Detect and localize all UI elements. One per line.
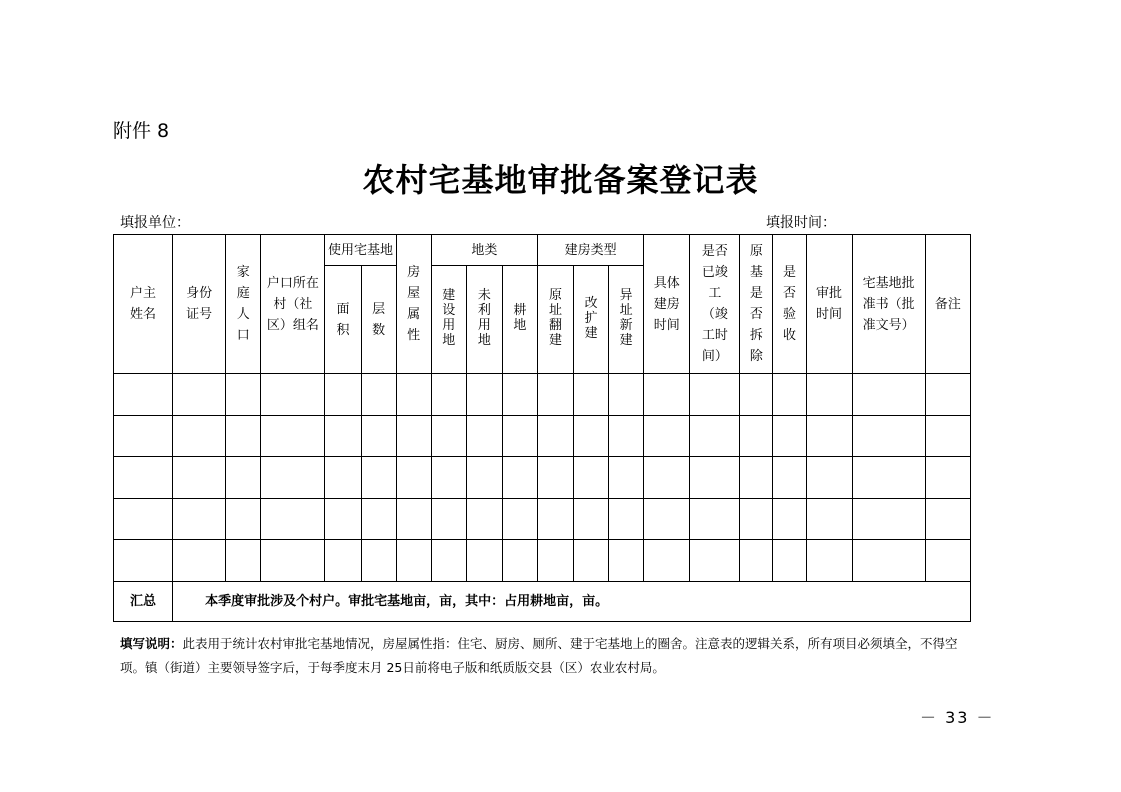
table-cell[interactable]	[466, 498, 502, 540]
table-cell[interactable]	[431, 415, 466, 457]
table-cell[interactable]	[396, 457, 431, 499]
table-cell[interactable]	[740, 457, 773, 499]
table-cell[interactable]	[226, 374, 261, 416]
table-cell[interactable]	[925, 540, 970, 582]
header-hukou-village: 户口所在村（社区）组名	[261, 235, 325, 374]
table-cell[interactable]	[226, 415, 261, 457]
page-title: 农村宅基地审批备案登记表	[362, 161, 759, 199]
table-cell[interactable]	[502, 498, 537, 540]
header-accepted: 是否验收	[773, 235, 806, 374]
header-new-site-build: 异址新建	[609, 266, 644, 374]
table-cell[interactable]	[466, 457, 502, 499]
table-cell[interactable]	[396, 415, 431, 457]
table-cell[interactable]	[361, 498, 396, 540]
table-cell[interactable]	[537, 415, 573, 457]
table-cell[interactable]	[537, 498, 573, 540]
table-cell[interactable]	[609, 374, 644, 416]
table-cell[interactable]	[925, 498, 970, 540]
table-cell[interactable]	[226, 498, 261, 540]
table-cell[interactable]	[644, 374, 690, 416]
header-approval-time: 审批时间	[806, 235, 852, 374]
table-cell[interactable]	[852, 457, 925, 499]
table-cell[interactable]	[773, 415, 806, 457]
table-cell[interactable]	[740, 498, 773, 540]
table-cell[interactable]	[502, 374, 537, 416]
table-cell[interactable]	[925, 374, 970, 416]
table-cell[interactable]	[574, 415, 609, 457]
table-cell[interactable]	[690, 415, 740, 457]
header-owner-name: 户主姓名	[114, 235, 173, 374]
header-construction-land: 建设用地	[431, 266, 466, 374]
table-cell[interactable]	[806, 374, 852, 416]
table-cell[interactable]	[574, 457, 609, 499]
table-cell[interactable]	[173, 415, 226, 457]
table-cell[interactable]	[502, 457, 537, 499]
header-floors: 层数	[361, 266, 396, 374]
table-cell[interactable]	[261, 540, 325, 582]
table-cell[interactable]	[396, 374, 431, 416]
table-row	[114, 457, 971, 499]
table-cell[interactable]	[114, 415, 173, 457]
table-cell[interactable]	[852, 374, 925, 416]
table-cell[interactable]	[925, 457, 970, 499]
header-approval-document: 宅基地批准书（批准文号）	[852, 235, 925, 374]
fill-time-label: 填报时间：	[766, 215, 836, 231]
table-cell[interactable]	[537, 374, 573, 416]
header-build-type-group: 建房类型	[537, 235, 643, 266]
header-family-size: 家庭人口	[226, 235, 261, 374]
note-label: 填写说明：	[120, 636, 183, 651]
header-house-attribute: 房屋属性	[396, 235, 431, 374]
table-cell[interactable]	[466, 415, 502, 457]
table-row	[114, 374, 971, 416]
table-cell[interactable]	[644, 457, 690, 499]
table-cell[interactable]	[325, 374, 361, 416]
table-row	[114, 540, 971, 582]
table-cell[interactable]	[431, 498, 466, 540]
table-cell[interactable]	[431, 457, 466, 499]
table-cell[interactable]	[740, 374, 773, 416]
table-cell[interactable]	[852, 415, 925, 457]
table-row	[114, 415, 971, 457]
table-cell[interactable]	[773, 457, 806, 499]
header-completed: 是否已竣工（竣工时间）	[690, 235, 740, 374]
table-cell[interactable]	[537, 540, 573, 582]
table-cell[interactable]	[261, 498, 325, 540]
table-cell[interactable]	[690, 374, 740, 416]
header-id-number: 身份证号	[173, 235, 226, 374]
registration-table	[113, 234, 971, 622]
attachment-label: 附件 8	[113, 120, 170, 142]
table-cell[interactable]	[609, 415, 644, 457]
table-cell[interactable]	[361, 374, 396, 416]
table-cell[interactable]	[806, 498, 852, 540]
summary-text: 本季度审批涉及个村户。审批宅基地亩，亩，其中：占用耕地亩，亩。	[173, 581, 971, 621]
table-cell[interactable]	[609, 457, 644, 499]
table-cell[interactable]	[806, 415, 852, 457]
table-cell[interactable]	[325, 540, 361, 582]
summary-label: 汇总	[114, 581, 173, 621]
table-cell[interactable]	[644, 498, 690, 540]
table-cell[interactable]	[644, 415, 690, 457]
header-land-use-group: 使用宅基地	[325, 235, 396, 266]
table-cell[interactable]	[644, 540, 690, 582]
page-number: － 33 －	[920, 708, 995, 727]
table-cell[interactable]	[852, 540, 925, 582]
table-cell[interactable]	[925, 415, 970, 457]
header-old-base-demolished: 原基是否拆除	[740, 235, 773, 374]
table-cell[interactable]	[466, 374, 502, 416]
table-cell[interactable]	[806, 457, 852, 499]
header-build-time: 具体建房时间	[644, 235, 690, 374]
table-cell[interactable]	[173, 540, 226, 582]
table-cell[interactable]	[690, 457, 740, 499]
note-text: 此表用于统计农村审批宅基地情况，房屋属性指：住宅、厨房、厕所、建于宅基地上的圈舍。注意表的逻辑关系，所有项目必须填全，不得空项。镇（街道）主要领导签字后，于每季度末月 25日前将电子版和纸质版交县（区）农业农村局。	[120, 636, 958, 675]
table-cell[interactable]	[226, 457, 261, 499]
table-cell[interactable]	[261, 415, 325, 457]
table-cell[interactable]	[740, 415, 773, 457]
filling-instructions	[120, 632, 980, 680]
table-cell[interactable]	[852, 498, 925, 540]
table-cell[interactable]	[740, 540, 773, 582]
table-cell[interactable]	[261, 374, 325, 416]
table-cell[interactable]	[502, 415, 537, 457]
table-cell[interactable]	[173, 374, 226, 416]
table-cell[interactable]	[537, 457, 573, 499]
table-cell[interactable]	[574, 374, 609, 416]
table-cell[interactable]	[261, 457, 325, 499]
table-cell[interactable]	[361, 540, 396, 582]
table-cell[interactable]	[431, 540, 466, 582]
header-land-type-group: 地类	[431, 235, 537, 266]
header-remarks: 备注	[925, 235, 970, 374]
table-cell[interactable]	[466, 540, 502, 582]
table-cell[interactable]	[361, 457, 396, 499]
table-cell[interactable]	[396, 498, 431, 540]
header-expand-rebuild: 改扩建	[574, 266, 609, 374]
table-cell[interactable]	[114, 457, 173, 499]
table-cell[interactable]	[114, 374, 173, 416]
header-rebuild-original-site: 原址翻建	[537, 266, 573, 374]
table-cell[interactable]	[325, 498, 361, 540]
table-cell[interactable]	[226, 540, 261, 582]
table-cell[interactable]	[574, 498, 609, 540]
table-cell[interactable]	[325, 415, 361, 457]
table-cell[interactable]	[609, 498, 644, 540]
table-row	[114, 498, 971, 540]
header-unused-land: 未利用地	[466, 266, 502, 374]
table-cell[interactable]	[773, 374, 806, 416]
header-farmland: 耕地	[502, 266, 537, 374]
table-cell[interactable]	[773, 498, 806, 540]
table-cell[interactable]	[690, 540, 740, 582]
table-cell[interactable]	[773, 540, 806, 582]
table-cell[interactable]	[114, 498, 173, 540]
table-cell[interactable]	[325, 457, 361, 499]
table-cell[interactable]	[173, 457, 226, 499]
fill-unit-label: 填报单位：	[120, 215, 190, 231]
table-cell[interactable]	[574, 540, 609, 582]
table-cell[interactable]	[609, 540, 644, 582]
table-cell[interactable]	[431, 374, 466, 416]
header-area: 面积	[325, 266, 361, 374]
table-cell[interactable]	[690, 498, 740, 540]
table-cell[interactable]	[114, 540, 173, 582]
table-cell[interactable]	[502, 540, 537, 582]
table-cell[interactable]	[396, 540, 431, 582]
table-cell[interactable]	[361, 415, 396, 457]
table-cell[interactable]	[173, 498, 226, 540]
table-cell[interactable]	[806, 540, 852, 582]
